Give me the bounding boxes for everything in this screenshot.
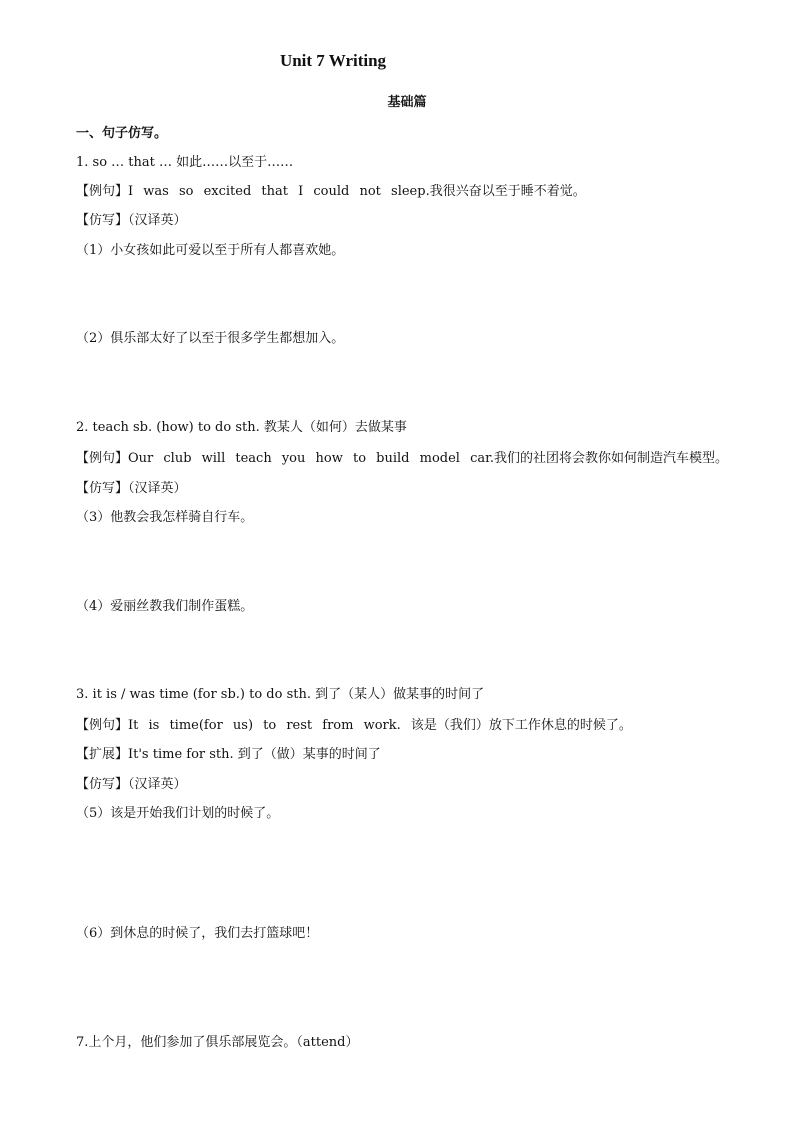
document-title: Unit 7 Writing (279, 51, 387, 70)
question-5: （5）该是开始我们计划的时候了。 (76, 806, 280, 821)
pattern-3-head: 3. it is / was time (for sb.) to do sth. 到了（某人）做某事的时间了 (76, 687, 485, 702)
section-subtitle: 基础篇 (387, 95, 427, 110)
pattern-2-example: 【例句】Our club will teach you how to build model car.我们的社团将会教你如何制造汽车模型。 (76, 451, 729, 466)
pattern-2-head: 2. teach sb. (how) to do sth. 教某人（如何）去做某事 (76, 420, 407, 435)
pattern-3-imitate: 【仿写】（汉译英） (76, 777, 187, 792)
question-1: （1）小女孩如此可爱以至于所有人都喜欢她。 (76, 243, 345, 258)
question-2: （2）俱乐部太好了以至于很多学生都想加入。 (76, 331, 345, 346)
pattern-1-example: 【例句】I was so excited that I could not sleep.我很兴奋以至于睡不着觉。 (76, 184, 586, 199)
pattern-3-example: 【例句】It is time(for us) to rest from work. 该是（我们）放下工作休息的时候了。 (76, 718, 632, 733)
pattern-1-imitate: 【仿写】（汉译英） (76, 213, 187, 228)
question-7: 7.上个月，他们参加了俱乐部展览会。（attend） (76, 1035, 359, 1050)
question-6: （6）到休息的时候了，我们去打篮球吧！ (76, 926, 319, 941)
question-3: （3）他教会我怎样骑自行车。 (76, 510, 254, 525)
pattern-1-head: 1. so … that … 如此……以至于…… (76, 155, 294, 170)
question-4: （4）爱丽丝教我们制作蛋糕。 (76, 599, 254, 614)
pattern-3-extend: 【扩展】It's time for sth. 到了（做）某事的时间了 (76, 747, 381, 762)
pattern-2-imitate: 【仿写】（汉译英） (76, 481, 187, 496)
section-heading: 一、句子仿写。 (76, 126, 168, 141)
